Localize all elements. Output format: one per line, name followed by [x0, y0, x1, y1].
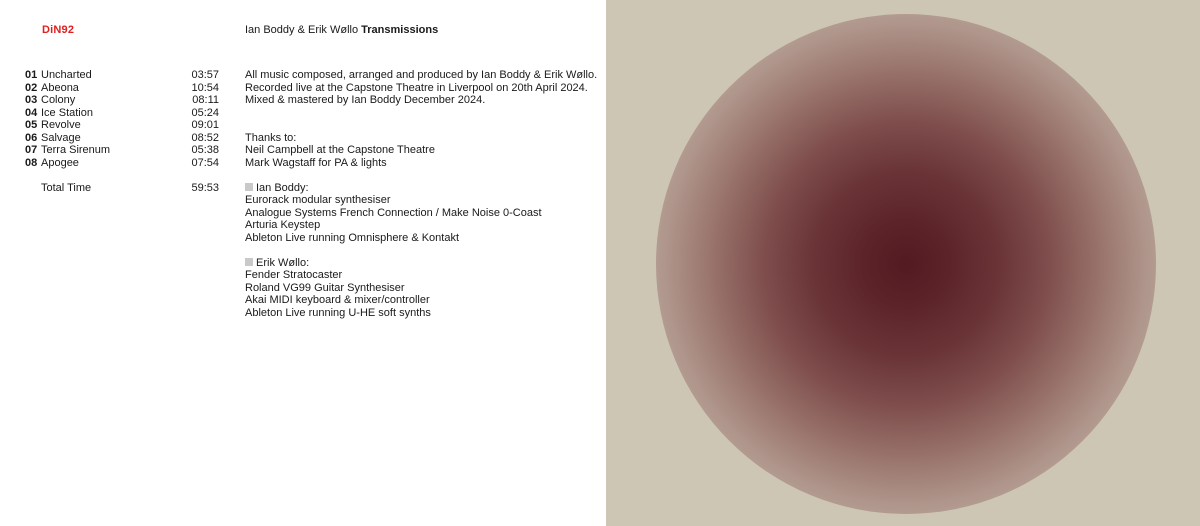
- gear-line: Ableton Live running U-HE soft synths: [245, 306, 431, 319]
- credit-line: Mixed & mastered by Ian Boddy December 2024.: [245, 94, 486, 106]
- track-number: 06: [25, 131, 38, 144]
- performer-heading: [245, 257, 597, 270]
- track-number: 07: [25, 144, 38, 156]
- track-row: [25, 157, 221, 170]
- total-time-label: Total Time: [41, 181, 92, 194]
- track-row: [25, 132, 221, 145]
- track-name: Apogee: [41, 156, 79, 169]
- artist-names: Ian Boddy & Erik Wøllo: [245, 24, 359, 36]
- thanks-line: Mark Wagstaff for PA & lights: [245, 156, 387, 169]
- track-row: [25, 82, 221, 95]
- gear-line: Akai MIDI keyboard & mixer/controller: [245, 294, 430, 306]
- track-duration: 08:11: [192, 94, 219, 106]
- track-number: 04: [25, 106, 38, 119]
- track-row: [25, 144, 221, 157]
- track-name: Uncharted: [41, 69, 92, 81]
- track-row: [25, 119, 221, 132]
- tracklist: [25, 69, 221, 194]
- track-name: Salvage: [41, 131, 81, 144]
- track-row: [25, 69, 221, 82]
- track-row: [25, 94, 221, 107]
- track-number: 05: [25, 119, 38, 131]
- square-bullet-icon: [245, 183, 253, 191]
- track-name: Colony: [41, 94, 76, 106]
- thanks-line: Neil Campbell at the Capstone Theatre: [245, 144, 435, 156]
- gradient-orb: [656, 14, 1156, 514]
- track-name: Terra Sirenum: [41, 144, 111, 156]
- track-duration: 05:38: [191, 144, 219, 156]
- gear-line: Arturia Keystep: [245, 219, 321, 231]
- track-duration: 07:54: [191, 156, 219, 169]
- gear-line: Ableton Live running Omnisphere & Kontakt: [245, 231, 460, 244]
- gear-line: Eurorack modular synthesiser: [245, 194, 391, 206]
- credit-line: Recorded live at the Capstone Theatre in Liverpool on 20th April 2024.: [245, 81, 588, 94]
- gear-line: Roland VG99 Guitar Synthesiser: [245, 281, 405, 294]
- total-time-row: [25, 182, 221, 195]
- track-number: 08: [25, 156, 38, 169]
- track-number: 01: [25, 69, 38, 81]
- thanks-heading: Thanks to:: [245, 131, 297, 144]
- credit-line: All music composed, arranged and produced by Ian Boddy & Erik Wøllo.: [245, 69, 598, 81]
- square-bullet-icon: [245, 258, 253, 266]
- track-name: Ice Station: [41, 106, 93, 119]
- performer-heading: [245, 182, 597, 195]
- track-duration: 03:57: [191, 69, 219, 81]
- credits: [245, 69, 597, 319]
- track-name: Abeona: [41, 81, 79, 94]
- performer-name: Erik Wøllo:: [256, 256, 310, 269]
- gear-line: Analogue Systems French Connection / Make Noise 0-Coast: [245, 206, 542, 219]
- track-number: 02: [25, 81, 38, 94]
- gear-line: Fender Stratocaster: [245, 269, 343, 281]
- album-header: [245, 24, 438, 36]
- track-duration: 05:24: [191, 106, 219, 119]
- track-row: [25, 107, 221, 120]
- total-time-value: 59:53: [191, 181, 219, 194]
- cover-artwork: [606, 0, 1200, 526]
- catalog-number: DiN92: [42, 24, 75, 36]
- track-number: 03: [25, 94, 38, 106]
- track-name: Revolve: [41, 119, 81, 131]
- album-title: Transmissions: [361, 24, 439, 36]
- track-duration: 10:54: [191, 81, 219, 94]
- performer-name: Ian Boddy:: [256, 181, 309, 194]
- track-duration: 08:52: [191, 131, 219, 144]
- track-duration: 09:01: [191, 119, 219, 131]
